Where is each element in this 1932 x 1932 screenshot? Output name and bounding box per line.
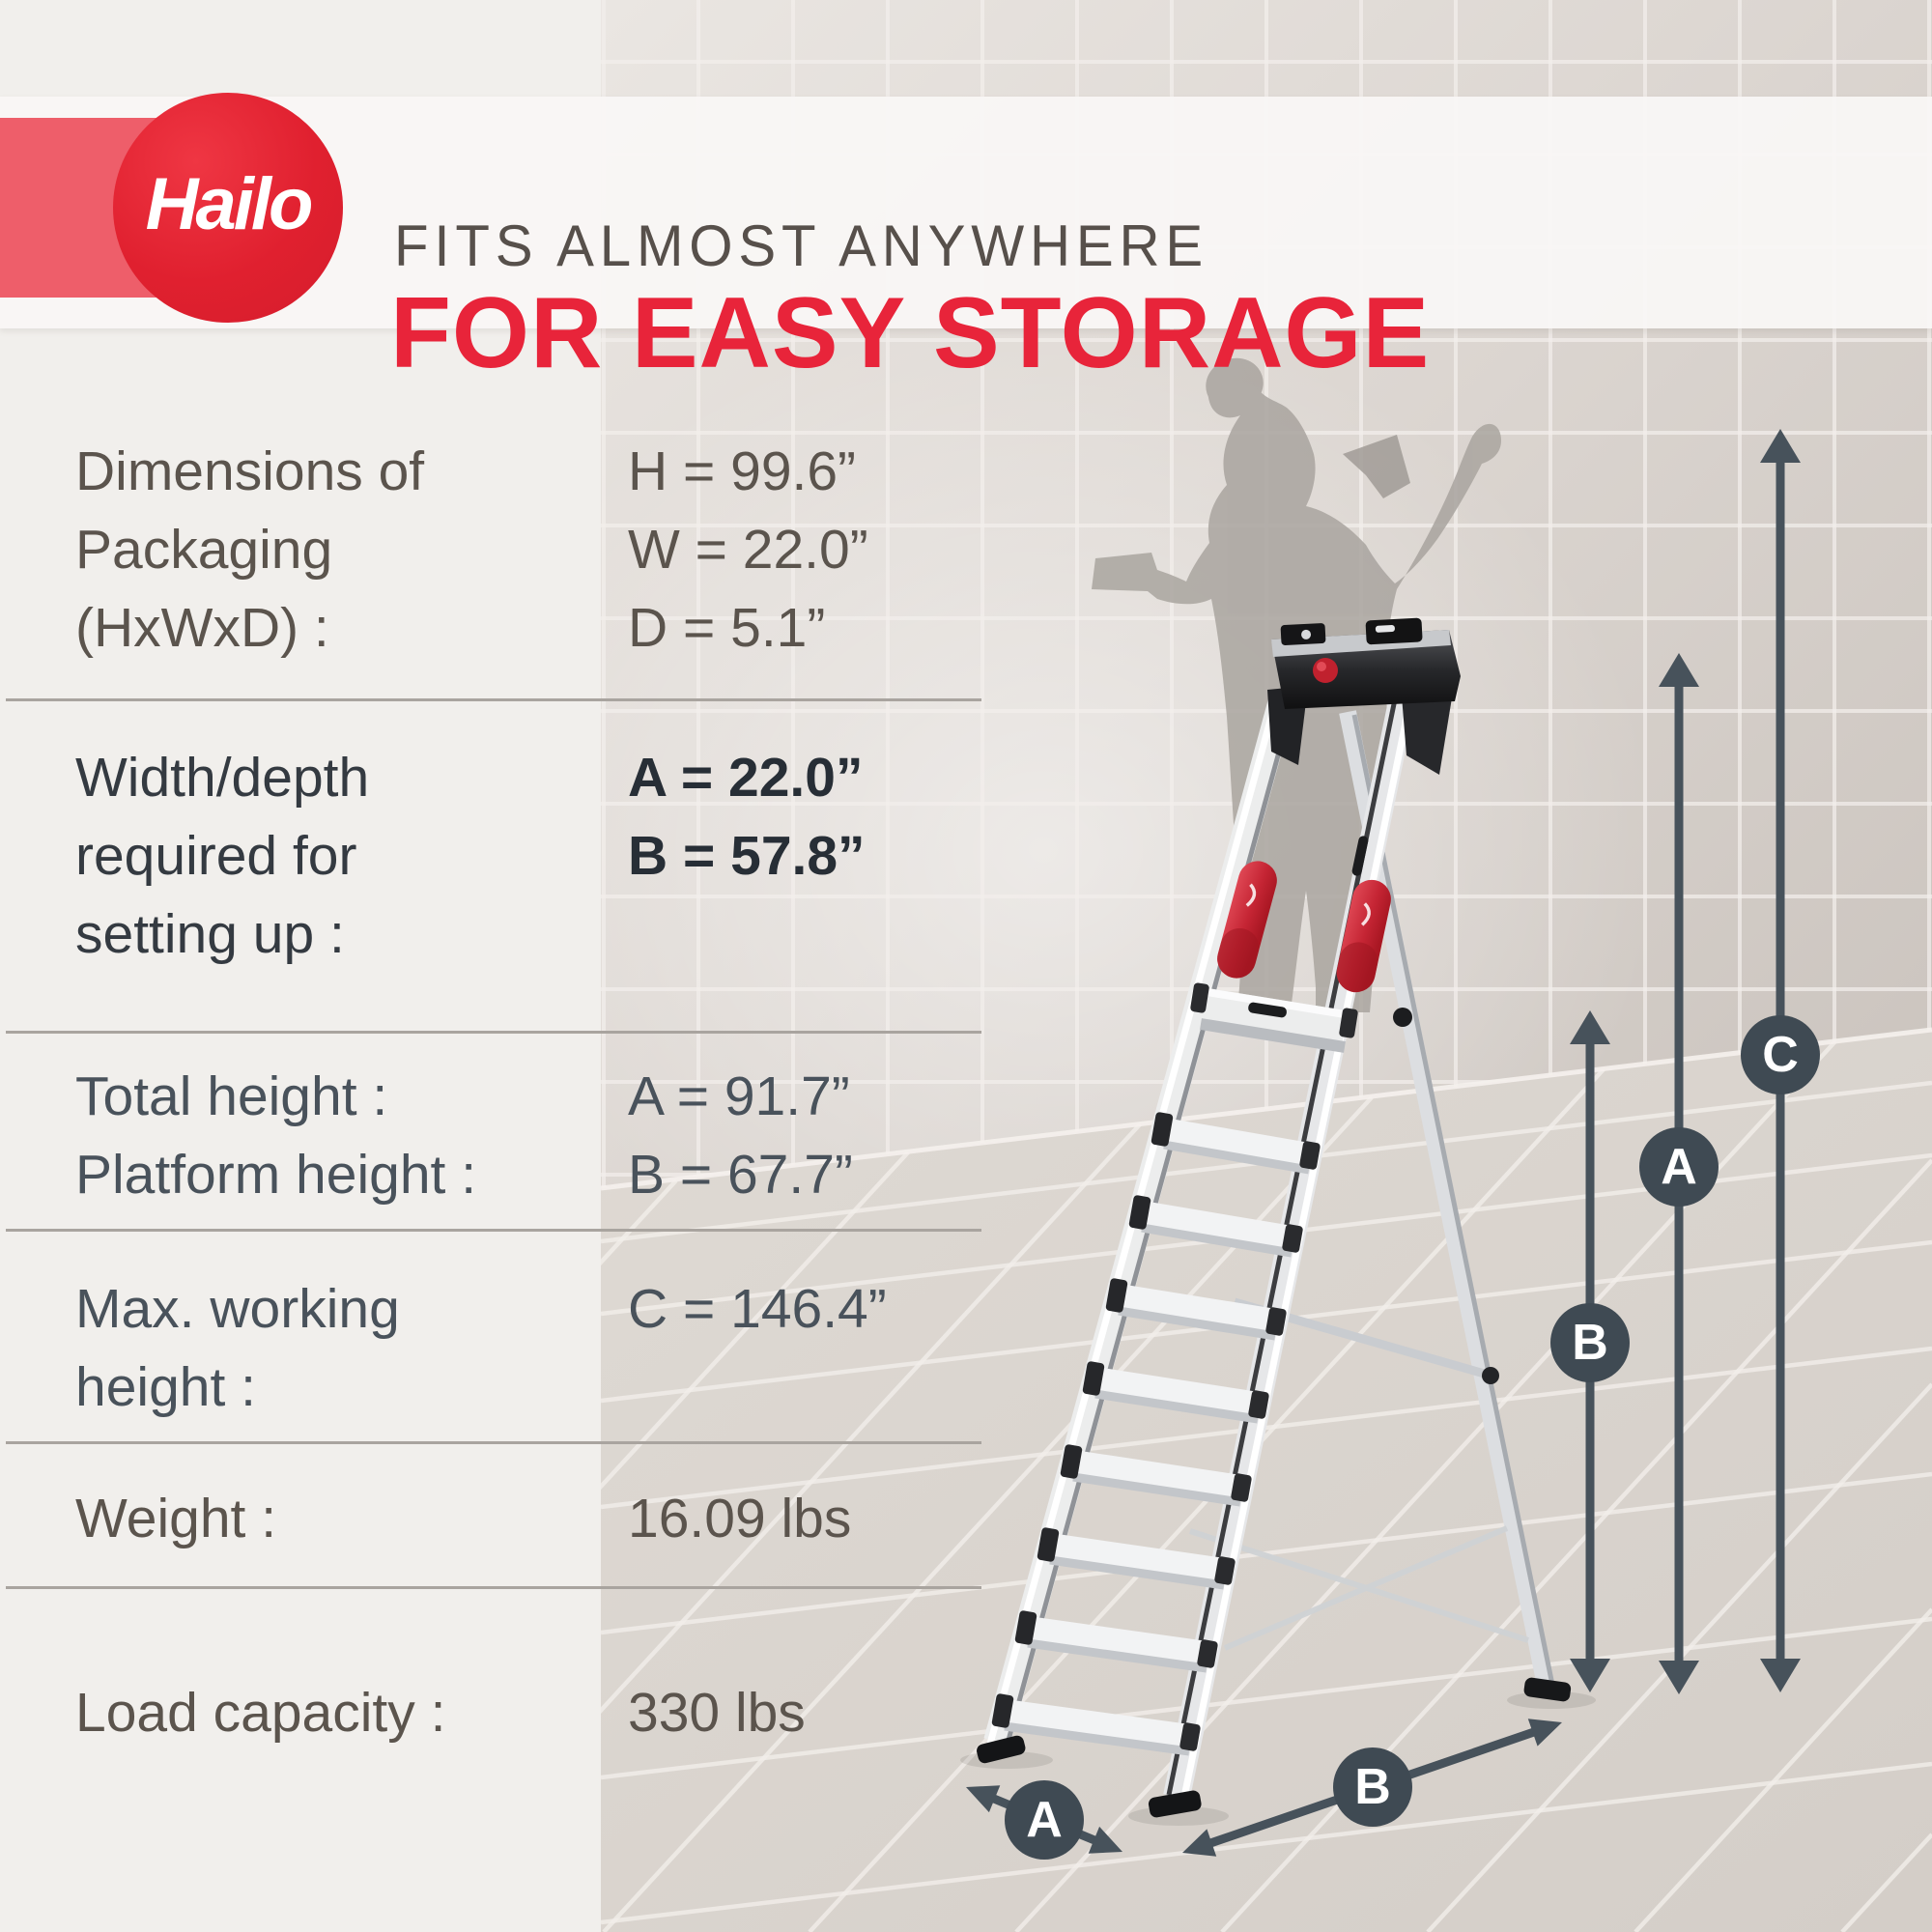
row-divider	[6, 1031, 981, 1034]
row-divider	[6, 1586, 981, 1589]
badge-floor-b: B	[1333, 1747, 1412, 1827]
spec-value: C = 146.4”	[628, 1278, 887, 1340]
spec-label: Weight :	[75, 1488, 277, 1549]
spec-value: A = 91.7” B = 67.7”	[628, 1065, 853, 1206]
spec-label: Width/depth required for setting up :	[75, 747, 370, 965]
row-divider	[6, 1229, 981, 1232]
badge-c: C	[1741, 1015, 1820, 1094]
spec-label: Total height : Platform height :	[75, 1065, 477, 1206]
badge-a: A	[1639, 1127, 1719, 1207]
spec-value: 330 lbs	[628, 1682, 806, 1744]
row-divider	[6, 698, 981, 701]
badge-b: B	[1550, 1303, 1630, 1382]
header-band	[0, 97, 1932, 389]
spec-label: Dimensions of Packaging (HxWxD) :	[75, 440, 425, 659]
hailo-logo-text: Hailo	[145, 162, 311, 245]
tray-red-dot	[1313, 658, 1338, 683]
row-divider	[6, 1441, 981, 1444]
page-title: FOR EASY STORAGE	[390, 277, 1431, 389]
badge-floor-a: A	[1005, 1780, 1084, 1860]
spec-label: Max. working height :	[75, 1278, 400, 1418]
spec-label: Load capacity :	[75, 1682, 446, 1744]
hailo-logo	[113, 93, 343, 323]
spec-value: A = 22.0” B = 57.8”	[628, 747, 866, 887]
header-subtitle: FITS ALMOST ANYWHERE	[394, 213, 1208, 278]
spec-value: H = 99.6” W = 22.0” D = 5.1”	[628, 440, 868, 659]
spec-value: 16.09 lbs	[628, 1488, 852, 1549]
